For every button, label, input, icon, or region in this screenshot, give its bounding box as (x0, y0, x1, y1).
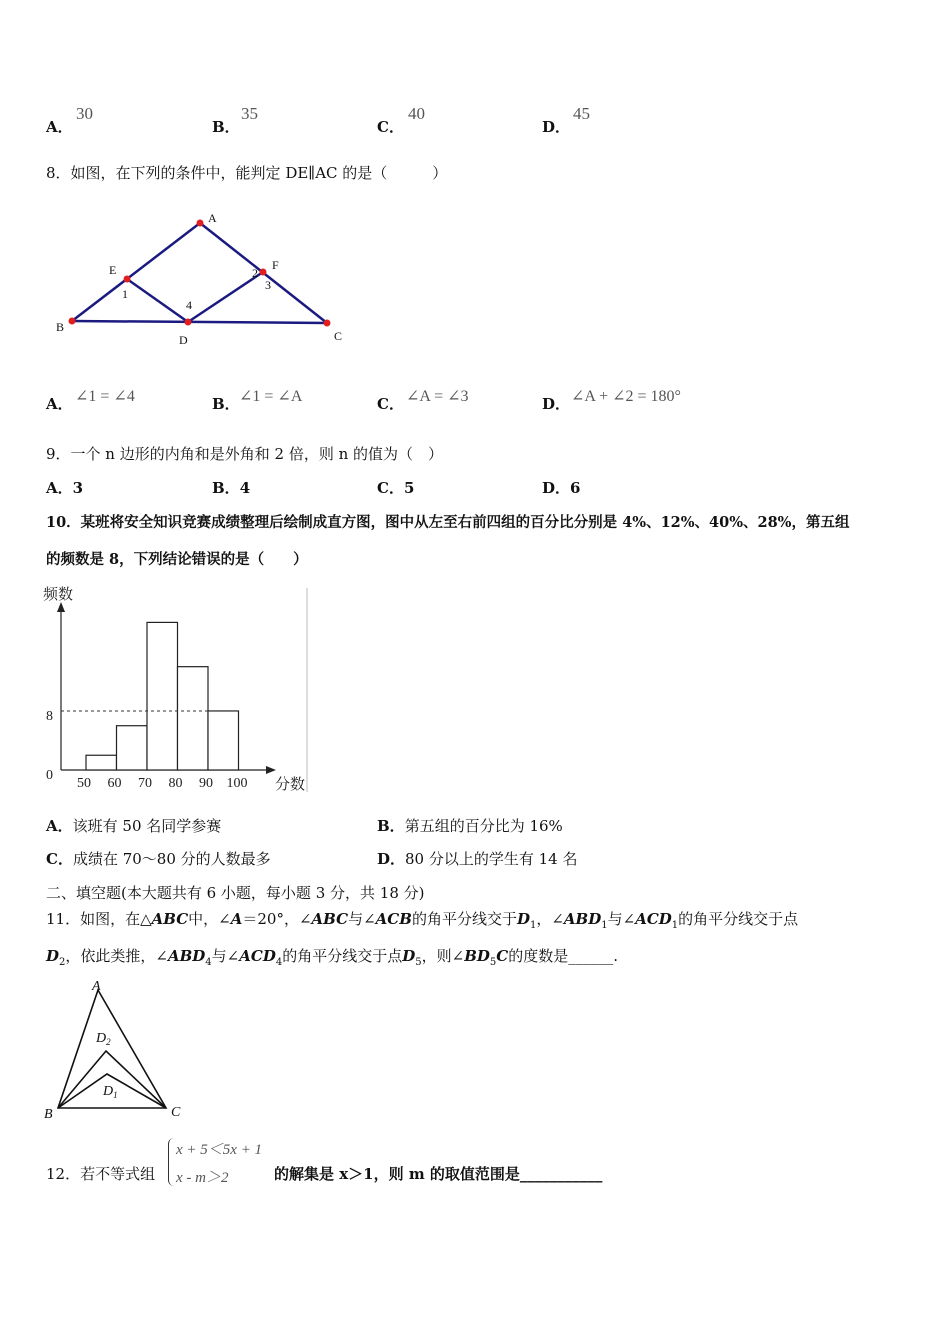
q11-line1 (46, 908, 798, 931)
q10-option-a-letter: A． (46, 817, 73, 835)
q12-inequality-2: x - m＞2 (176, 1170, 229, 1186)
q11-text: ，则∠ (421, 947, 465, 965)
q9-stem: 9．一个 n 边形的内角和是外角和 2 倍，则 n 的值为（ ） (46, 445, 444, 463)
q11-text: 与∠ (607, 910, 636, 928)
q8-triangle-figure (50, 205, 370, 355)
x-tick-80: 80 (168, 776, 183, 791)
q7-option-c-letter: C． (377, 118, 404, 136)
q11-math: ABD (563, 910, 602, 928)
segment-ed (127, 279, 188, 322)
x-tick-50: 50 (77, 776, 91, 791)
q9-option-c-value: 5 (403, 479, 415, 497)
q11-text: 与∠ (348, 910, 376, 928)
inequality-brace (168, 1138, 175, 1186)
q10-option-d (377, 848, 578, 869)
q11-sub: 4 (275, 957, 283, 968)
q9-option-d (542, 477, 580, 498)
x-tick-60: 60 (107, 776, 122, 791)
q12-inequality-1: x + 5＜5x + 1 (176, 1142, 263, 1158)
q10-option-c-value: 成绩在 70～80 分的人数最多 (72, 850, 271, 868)
histogram-bar-90-100 (208, 711, 239, 770)
histogram-bar-60-70 (117, 726, 148, 770)
q12-suffix: 的解集是 x＞1，则 m 的取值范围是___________ (274, 1165, 603, 1183)
histogram-bar-70-80 (147, 622, 178, 770)
label-c: C (334, 329, 343, 343)
q10-histogram (40, 580, 315, 795)
q7-option-a-value: 30 (76, 104, 93, 123)
q11-text: ，依此类推，∠ (65, 947, 168, 965)
q9-option-d-value: 6 (570, 479, 581, 497)
q8-option-b-value: ∠1 = ∠A (239, 388, 303, 405)
q8-option-d-letter: D． (542, 395, 571, 413)
q11-math: D (516, 910, 530, 928)
label-b: B (56, 320, 65, 334)
y-tick-0: 0 (46, 768, 53, 783)
point-e (124, 276, 131, 283)
x-tick-70: 70 (138, 776, 152, 791)
label-f: F (272, 258, 279, 272)
y-tick-8: 8 (46, 709, 53, 724)
q11-math: ACB (375, 910, 412, 928)
q9-option-b-value: 4 (239, 479, 251, 497)
q11-text: 的角平分线交于点 (282, 947, 403, 965)
q10-option-a (46, 815, 221, 836)
q8-option-a-value: ∠1 = ∠4 (75, 388, 135, 405)
q11-math: BD (464, 947, 490, 965)
label-angle-2: 2 (252, 266, 258, 280)
label-c: C (171, 1105, 181, 1120)
q7-option-b-value: 35 (241, 104, 258, 123)
q9-option-a (46, 477, 83, 498)
q9-option-b (212, 477, 250, 498)
q8-option-d-value: ∠A + ∠2 = 180° (571, 388, 681, 405)
histogram-bar-80-90 (178, 667, 209, 770)
q10-option-b-value: 第五组的百分比为 16% (404, 817, 563, 835)
x-tick-90: 90 (199, 776, 213, 791)
histogram-ylabel: 频数 (43, 587, 74, 603)
q8-option-a-letter: A． (46, 395, 73, 413)
q9-option-a-letter: A． (46, 479, 73, 497)
q10-stem-line2: 的频数是 8，下列结论错误的是（ ） (46, 551, 308, 568)
point-d (185, 319, 192, 326)
q7-option-d-letter: D． (542, 118, 571, 136)
label-d: D (179, 333, 188, 347)
q11-sub: 1 (529, 920, 537, 931)
q7-option-b-letter: B． (212, 118, 240, 136)
q9-option-b-letter: B． (212, 479, 240, 497)
q11-text: ＝20°，∠ (242, 910, 312, 928)
q10-option-a-value: 该班有 50 名同学参赛 (72, 817, 222, 835)
q11-math: ABD (167, 947, 206, 965)
q10-option-c-letter: C． (46, 850, 73, 868)
histogram-bar-50-60 (86, 755, 117, 770)
q11-text: 的度数是______. (508, 947, 618, 965)
q11-text: 中，∠ (188, 910, 231, 928)
q9-option-c (377, 477, 414, 498)
q9-option-a-value: 3 (72, 479, 84, 497)
point-b (69, 318, 76, 325)
q9-option-c-letter: C． (377, 479, 404, 497)
q11-math: ACD (635, 910, 672, 928)
label-a: A (208, 211, 217, 225)
q8-option-c-value: ∠A = ∠3 (406, 388, 469, 405)
q11-text: 11．如图，在△ (46, 910, 152, 928)
q8-option-c-letter: C． (377, 395, 404, 413)
label-e: E (109, 263, 117, 277)
x-axis-arrow-icon (266, 766, 276, 774)
q11-sub: 1 (671, 920, 679, 931)
q11-text: 的角平分线交于 (411, 910, 517, 928)
q11-math: ABC (151, 910, 189, 928)
q11-sub: 5 (489, 957, 497, 968)
label-angle-3: 3 (265, 278, 271, 292)
point-a (197, 220, 204, 227)
point-f (260, 269, 267, 276)
q11-triangle-figure (40, 978, 190, 1123)
label-a: A (92, 979, 101, 994)
q7-option-c-value: 40 (408, 104, 425, 123)
q11-sub: 5 (415, 957, 422, 968)
q10-option-b (377, 815, 563, 836)
q11-text: 与∠ (211, 947, 240, 965)
q10-option-c (46, 848, 271, 869)
q11-sub: 1 (601, 920, 608, 931)
x-tick-100: 100 (226, 776, 248, 791)
q7-option-d-value: 45 (573, 104, 590, 123)
q11-sub: 4 (205, 957, 212, 968)
y-axis-arrow-icon (57, 602, 65, 612)
q10-option-d-value: 80 分以上的学生有 14 名 (405, 850, 578, 868)
segment-bc (72, 321, 327, 323)
q11-line2 (46, 945, 618, 968)
label-angle-1: 1 (122, 287, 128, 301)
histogram-xlabel: 分数 (275, 777, 306, 793)
label-b: B (44, 1107, 53, 1122)
q7-option-a-letter: A． (46, 118, 73, 136)
q12-prefix: 12．若不等式组 (46, 1165, 156, 1183)
q11-math: C (496, 947, 509, 965)
point-c (324, 320, 331, 327)
q10-option-b-letter: B． (377, 817, 405, 835)
label-angle-4: 4 (186, 298, 192, 312)
q9-option-d-letter: D． (542, 479, 571, 497)
label-d2: $D_2$ (96, 1031, 111, 1047)
q11-math: ACD (239, 947, 276, 965)
q11-sub: 2 (59, 957, 66, 968)
q11-text: ，∠ (536, 910, 564, 928)
segment-ba (72, 223, 200, 321)
q11-text: 的角平分线交于点 (678, 910, 799, 928)
q10-option-d-letter: D． (377, 850, 406, 868)
q10-stem-line1: 10．某班将安全知识竞赛成绩整理后绘制成直方图，图中从左至右前四组的百分比分别是 4%、12%、40%、28%，第五组 (46, 514, 850, 531)
q8-stem: 8．如图，在下列的条件中，能判定 DE∥AC 的是（ ） (46, 164, 448, 182)
label-d1: $D_1$ (103, 1084, 118, 1100)
q11-math: A (230, 910, 243, 928)
q11-math: D (402, 947, 416, 965)
section2-heading: 二、填空题(本大题共有 6 小题，每小题 3 分，共 18 分) (46, 884, 425, 902)
q8-option-b-letter: B． (212, 395, 240, 413)
q11-math: ABC (311, 910, 349, 928)
q11-math: D (46, 947, 60, 965)
